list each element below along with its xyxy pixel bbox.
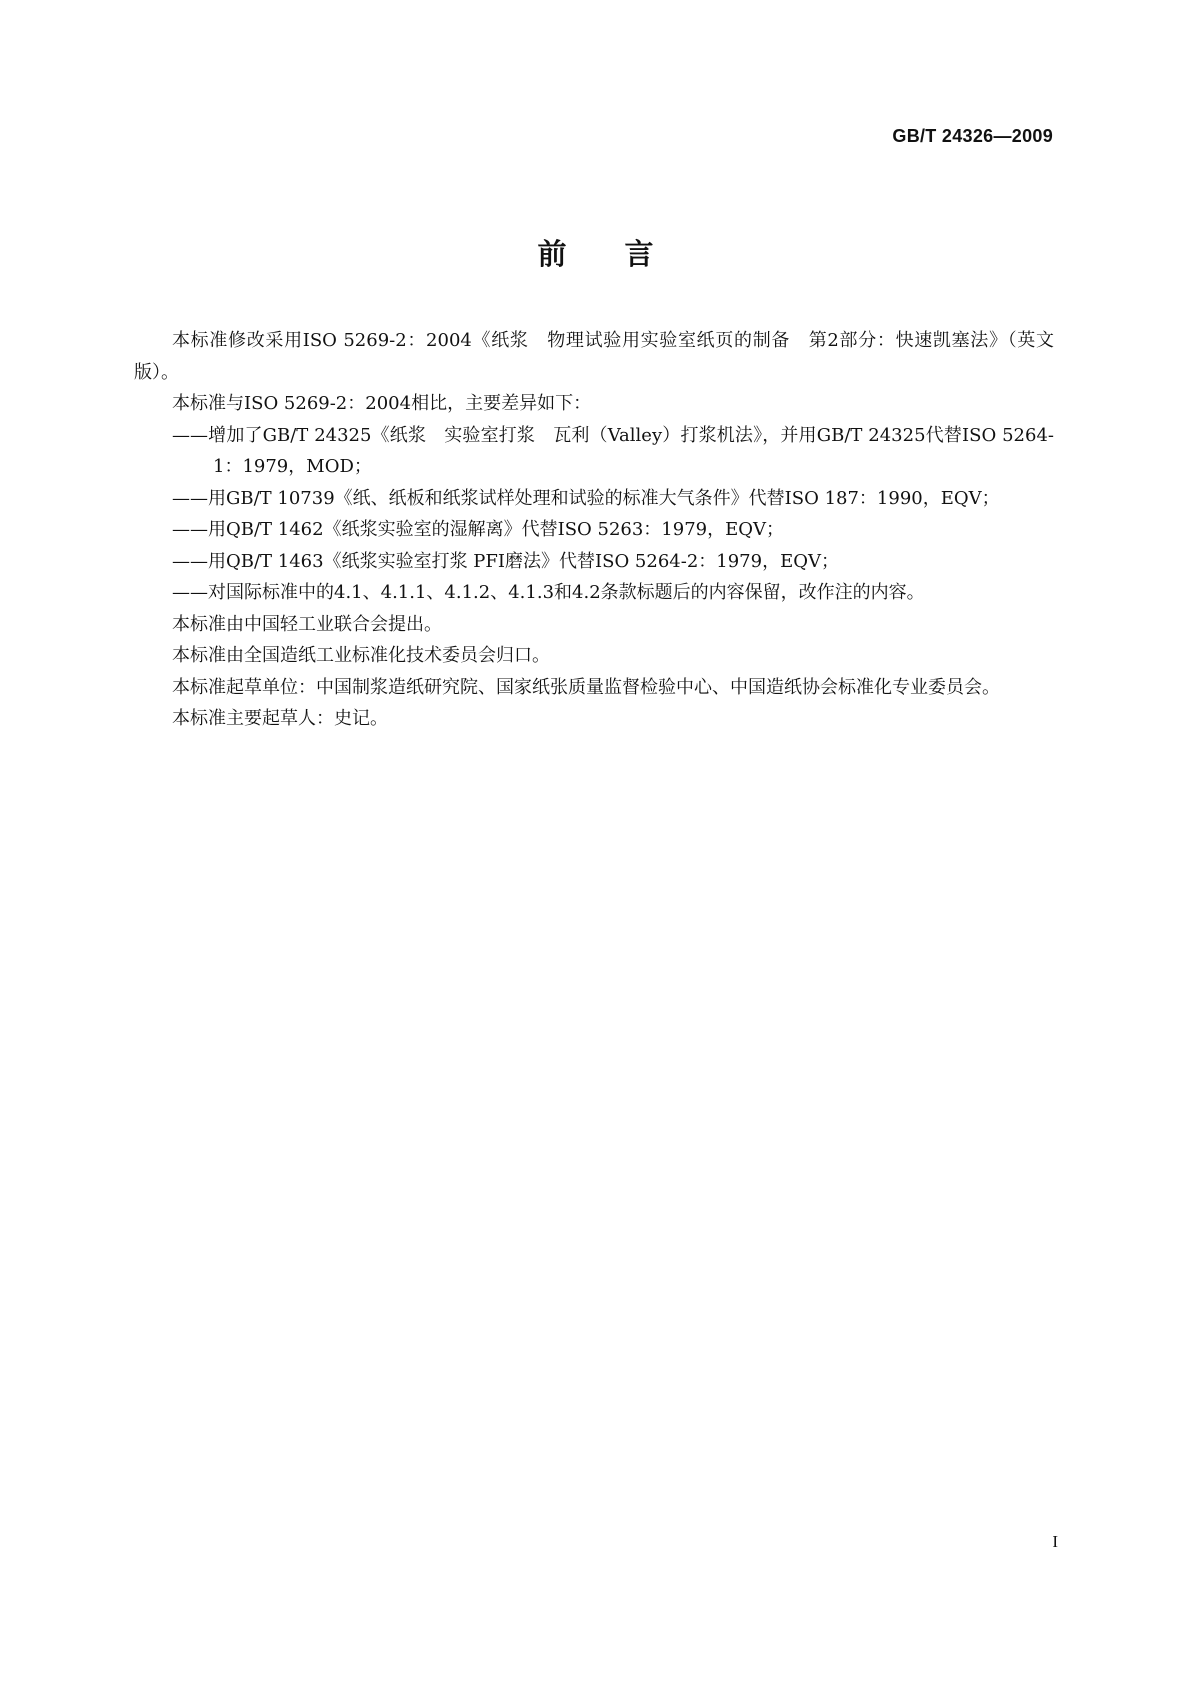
page-number: I xyxy=(1052,1532,1058,1551)
difference-item: ——用QB/T 1463《纸浆实验室打浆 PFI磨法》代替ISO 5264-2：1979，EQV； xyxy=(172,550,839,572)
paragraph-technical-committee: 本标准由全国造纸工业标准化技术委员会归口。 xyxy=(172,645,550,666)
paragraph-drafting-units: 本标准起草单位：中国制浆造纸研究院、国家纸张质量监督检验中心、中国造纸协会标准化专业委员会。 xyxy=(172,676,1000,698)
standard-number: GB/T 24326—2009 xyxy=(892,126,1053,146)
paragraph-drafters: 本标准主要起草人：史记。 xyxy=(172,708,388,729)
page-title: 前言 xyxy=(537,237,712,271)
paragraph-differences-intro: 本标准与ISO 5269-2：2004相比，主要差异如下： xyxy=(172,393,592,414)
paragraph-adoption: 本标准修改采用ISO 5269-2：2004《纸浆 物理试验用实验室纸页的制备 第2部分：快速凯塞法》（英文版）。 xyxy=(134,330,1054,383)
difference-item: ——用GB/T 10739《纸、纸板和纸浆试样处理和试验的标准大气条件》代替ISO 187：1990，EQV； xyxy=(172,487,1000,509)
paragraph-proposer: 本标准由中国轻工业联合会提出。 xyxy=(172,613,442,635)
difference-item: ——用QB/T 1462《纸浆实验室的湿解离》代替ISO 5263：1979，EQV； xyxy=(172,519,785,540)
difference-item: ——增加了GB/T 24325《纸浆 实验室打浆 瓦利（Valley）打浆机法》，并用GB/T 24325代替ISO 5264-1：1979，MOD； xyxy=(172,424,1054,477)
foreword-body xyxy=(134,325,1054,735)
difference-item: ——对国际标准中的4.1、4.1.1、4.1.2、4.1.3和4.2条款标题后的内容保留，改作注的内容。 xyxy=(172,582,925,603)
